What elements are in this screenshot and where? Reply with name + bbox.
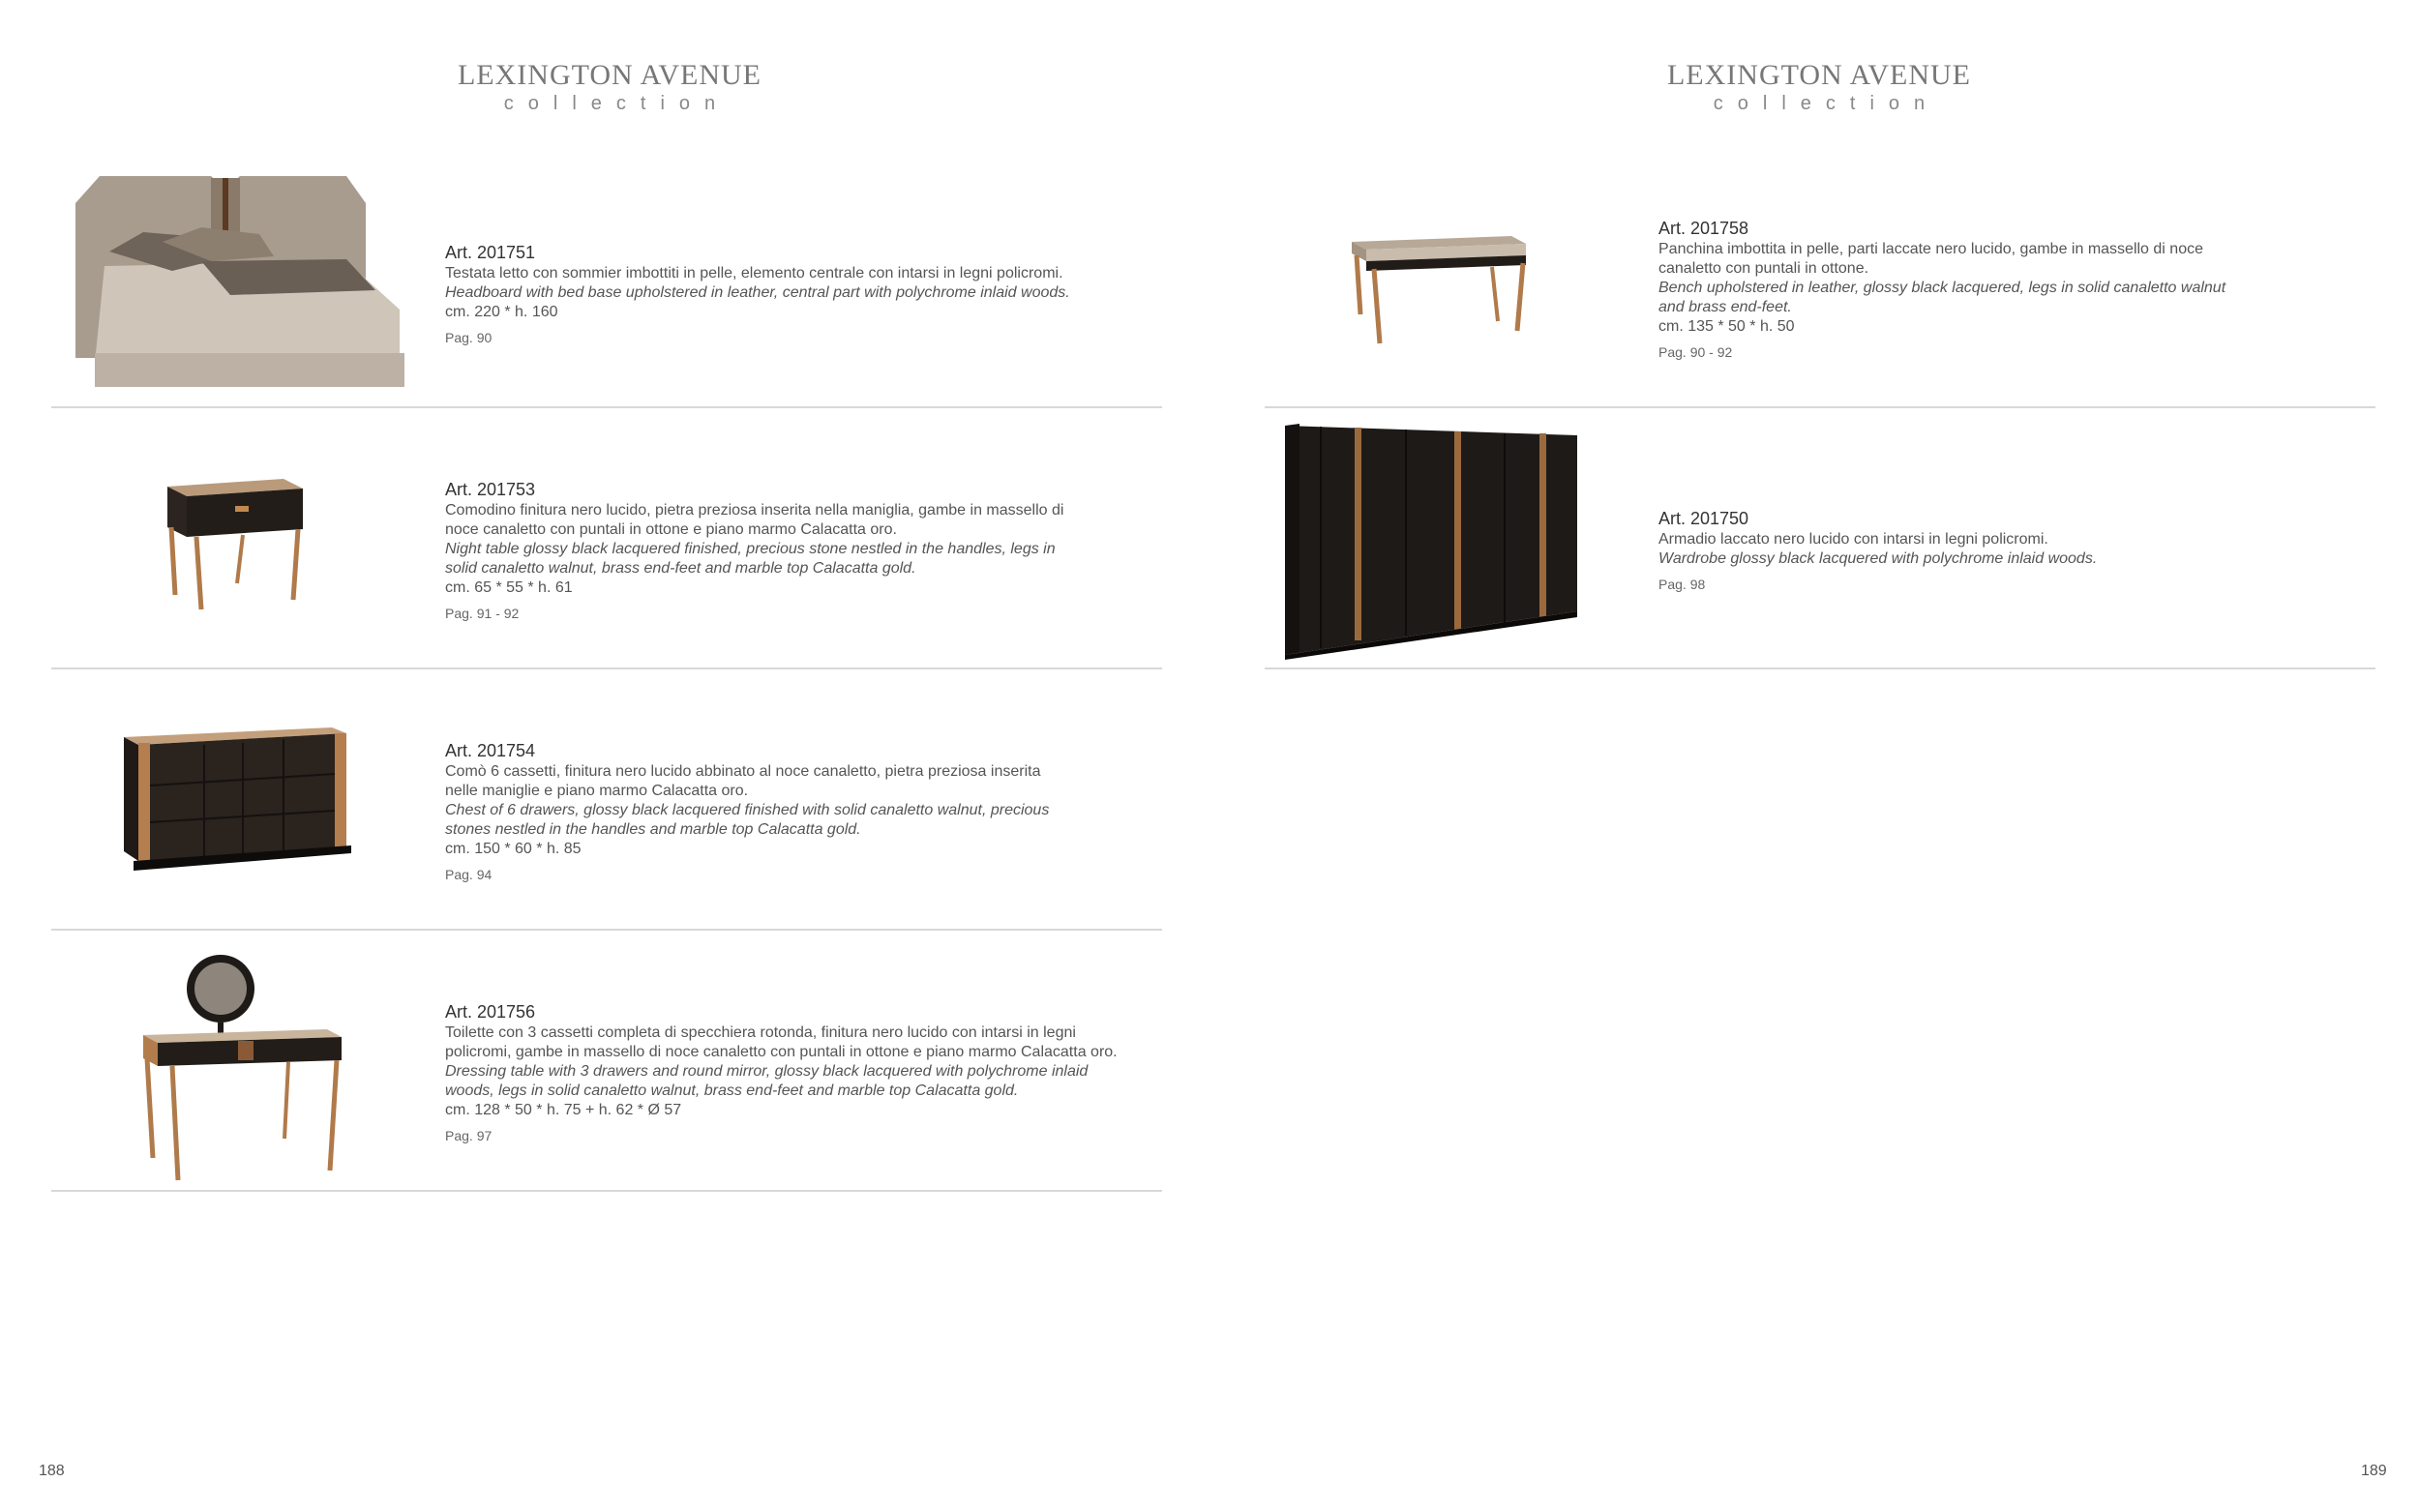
english-description: Headboard with bed base upholstered in leather, central part with polychrome inlaid woods.	[445, 284, 1070, 301]
page-number: 188	[39, 1463, 65, 1479]
article-number: Art. 201754	[445, 741, 536, 760]
english-description-line: stones nestled in the handles and marble top Calacatta gold.	[445, 821, 861, 838]
bench-image	[1347, 222, 1540, 348]
chest-image	[119, 716, 361, 880]
product-row-dressing-table	[51, 929, 1162, 1192]
italian-description: Testata letto con sommier imbottiti in pelle, elemento centrale con intarsi in legni policromi.	[445, 265, 1063, 282]
italian-description: Armadio laccato nero lucido con intarsi in legni policromi.	[1658, 531, 2048, 548]
brand-subtitle: collection	[503, 93, 731, 114]
product-row-chest	[51, 667, 1162, 931]
article-number: Art. 201750	[1658, 509, 1749, 528]
page-reference: Pag. 91 - 92	[445, 606, 520, 621]
italian-description-line: Comodino finitura nero lucido, pietra preziosa inserita nella maniglia, gambe in massello di	[445, 502, 1064, 519]
english-description-line: Chest of 6 drawers, glossy black lacquered finished with solid canaletto walnut, precious	[445, 802, 1050, 818]
product-text-bed	[445, 242, 1180, 345]
brand-subtitle: collection	[1713, 93, 1940, 114]
dimensions: cm. 220 * h. 160	[445, 304, 558, 320]
italian-description-line: Panchina imbottita in pelle, parti laccate nero lucido, gambe in massello di noce	[1658, 241, 2203, 257]
bed-image	[56, 164, 404, 397]
article-number: Art. 201751	[445, 243, 536, 262]
english-description-line: Bench upholstered in leather, glossy black lacquered, legs in solid canaletto walnut	[1658, 280, 2226, 296]
collection-header	[319, 60, 900, 116]
product-row-bed	[51, 145, 1162, 408]
collection-header	[1529, 60, 2109, 116]
dimensions: cm. 128 * 50 * h. 75 + h. 62 * Ø 57	[445, 1102, 682, 1118]
page-reference: Pag. 94	[445, 867, 493, 882]
wardrobe-image	[1282, 418, 1601, 660]
product-row-night-table	[51, 406, 1162, 669]
italian-description-line: noce canaletto con puntali in ottone e piano marmo Calacatta oro.	[445, 521, 897, 538]
product-text-dressing-table	[445, 1001, 1180, 1143]
right-page	[1210, 0, 2419, 1512]
product-text-chest	[445, 740, 1180, 882]
italian-description-line: Comò 6 cassetti, finitura nero lucido abbinato al noce canaletto, pietra preziosa inserita	[445, 763, 1041, 780]
article-number: Art. 201756	[445, 1002, 536, 1022]
page-reference: Pag. 90 - 92	[1658, 344, 1733, 360]
italian-description-line: Toilette con 3 cassetti completa di specchiera rotonda, finitura nero lucido con intarsi in legni	[445, 1024, 1076, 1041]
english-description-line: Night table glossy black lacquered finished, precious stone nestled in the handles, legs in	[445, 541, 1056, 557]
english-description-line: Dressing table with 3 drawers and round mirror, glossy black lacquered with polychrome inlaid	[445, 1063, 1089, 1080]
dressing-table-image	[134, 940, 385, 1182]
english-description: Wardrobe glossy black lacquered with polychrome inlaid woods.	[1658, 550, 2098, 567]
product-text-night-table	[445, 479, 1180, 621]
brand-title: LEXINGTON AVENUE	[457, 59, 762, 91]
night-table-image	[158, 469, 313, 614]
product-text-bench	[1658, 218, 2394, 360]
article-number: Art. 201753	[445, 480, 536, 499]
english-description-line: woods, legs in solid canaletto walnut, brass end-feet and marble top Calacatta gold.	[445, 1082, 1019, 1099]
english-description-line: solid canaletto walnut, brass end-feet and marble top Calacatta gold.	[445, 560, 916, 577]
page-number: 189	[2361, 1463, 2387, 1479]
product-row-bench	[1265, 145, 2375, 408]
page-reference: Pag. 98	[1658, 577, 1706, 592]
page-reference: Pag. 97	[445, 1128, 493, 1143]
product-text-wardrobe	[1658, 508, 2394, 592]
article-number: Art. 201758	[1658, 219, 1749, 238]
italian-description-line: canaletto con puntali in ottone.	[1658, 260, 1869, 277]
product-row-wardrobe	[1265, 406, 2375, 669]
page-reference: Pag. 90	[445, 330, 493, 345]
english-description-line: and brass end-feet.	[1658, 299, 1792, 315]
italian-description-line: nelle maniglie e piano marmo Calacatta oro.	[445, 783, 749, 799]
dimensions: cm. 135 * 50 * h. 50	[1658, 318, 1795, 335]
dimensions: cm. 65 * 55 * h. 61	[445, 579, 573, 596]
italian-description-line: policromi, gambe in massello di noce canaletto con puntali in ottone e piano marmo Calacatta oro.	[445, 1044, 1118, 1060]
dimensions: cm. 150 * 60 * h. 85	[445, 841, 582, 857]
brand-title: LEXINGTON AVENUE	[1666, 59, 1972, 91]
